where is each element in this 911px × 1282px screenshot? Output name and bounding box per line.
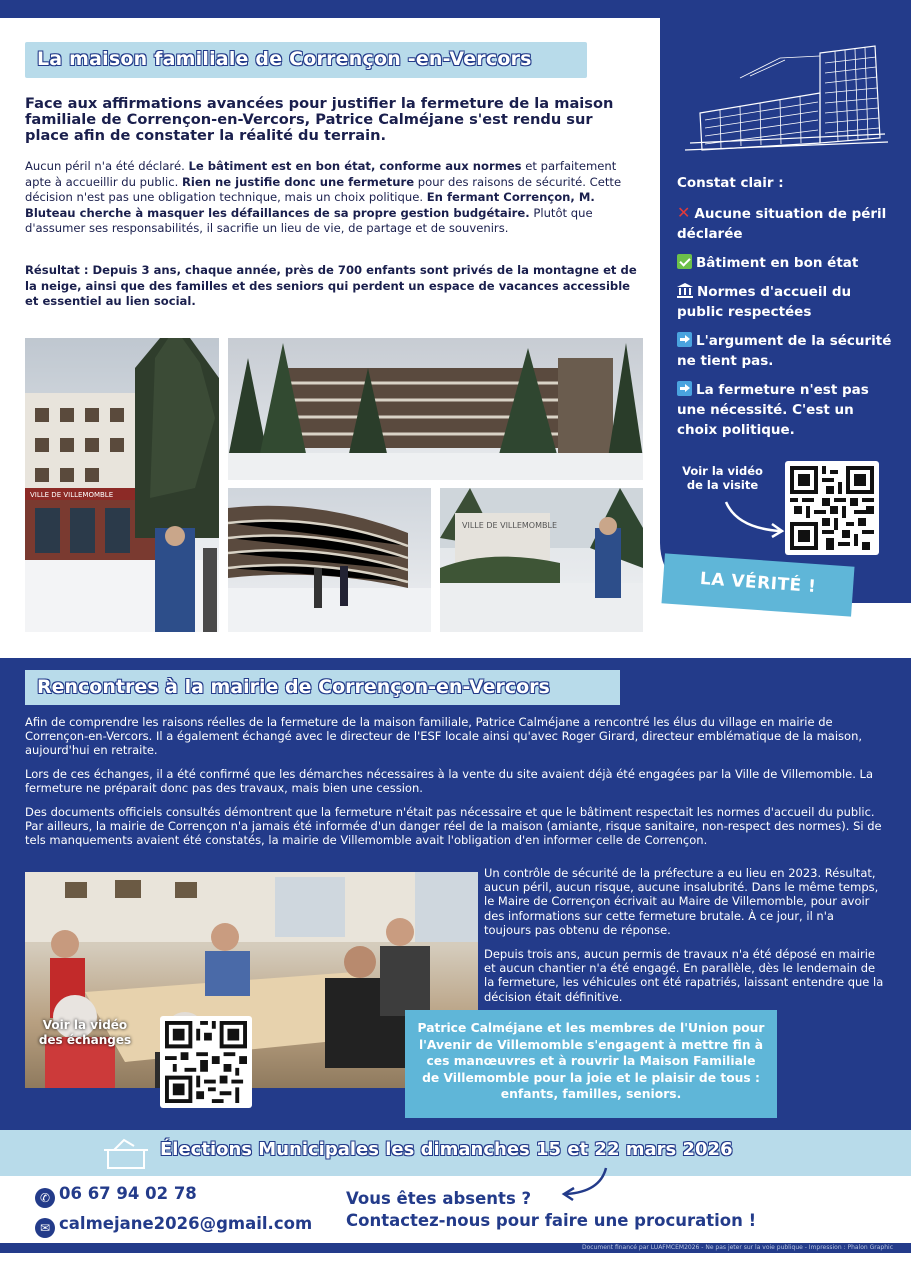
phone-icon: ✆ [35, 1188, 55, 1208]
constat-list [677, 203, 897, 449]
photo-welcome-sign [440, 488, 643, 632]
constat-item: La fermeture n'est pas une nécessité. C'est un choix politique. [677, 382, 869, 438]
section1-result: Résultat : Depuis 3 ans, chaque année, près de 700 enfants sont privés de la montagne et de la neige, ainsi que des familles et des seniors qui perdent un espace de vacances accessible et essentiel au lien social. [25, 263, 637, 308]
photo-building-entrance [25, 338, 219, 632]
constat-title: Constat clair : [677, 175, 784, 191]
visit-video-label: Voir la vidéo de la visite [682, 464, 763, 492]
email-contact[interactable]: ✉ calmejane2026@gmail.com [35, 1214, 312, 1238]
photo-building-facade [228, 338, 643, 480]
section2-paragraph: Afin de comprendre les raisons réelles de la fermeture de la maison familiale, Patrice Calméjane a rencontré les élus du village en mairie de Corrençon-en-Vercors. Il a également échangé avec le directeur de l'ESF locale ainsi qu'avec Roger Girard, directeur emblématique de la maison, aujourd'hui en retraite. [25, 715, 863, 758]
section1-lead: Face aux affirmations avancées pour justifier la fermeture de la maison familiale de Corrençon-en-Vercors, Patrice Calméjane s'est rendu sur place afin de constater la réalité du terrain. [25, 95, 614, 144]
constat-item: Bâtiment en bon état [677, 253, 897, 273]
visit-video-qr-code[interactable] [785, 461, 879, 555]
qr-code-icon [790, 466, 874, 550]
elections-banner [0, 1130, 911, 1176]
cross-icon: ✕ [677, 203, 691, 222]
elections-text: Élections Municipales les dimanches 15 et 22 mars 2026 [160, 1139, 733, 1160]
engagement-box: Patrice Calméjane et les membres de l'Union pour l'Avenir de Villemomble s'engagent à mettre fin à ces manœuvres et à rouvrir la Maison Familiale de Villemomble pour la joie et le plaisir de tous : enfants, familles, seniors. [405, 1010, 777, 1118]
photo-sign-text: VILLE DE VILLEMOMBLE [462, 521, 558, 530]
top-band [0, 0, 911, 18]
section2-paragraph: Lors de ces échanges, il a été confirmé que les démarches nécessaires à la vente du site avaient déjà été engagées par la Ville de Villemomble. La fermeture ne préparait donc pas des travaux, mais bien une cession. [25, 767, 873, 796]
mail-icon: ✉ [35, 1218, 55, 1238]
photo-sign-text: VILLE DE VILLEMOMBLE [30, 491, 114, 499]
arrow-right-icon [677, 332, 692, 347]
phone-contact[interactable]: ✆ 06 67 94 02 78 [35, 1184, 197, 1208]
qr-code-icon [165, 1021, 247, 1103]
curved-arrow-icon [722, 498, 788, 538]
constat-item: ✕ Aucune situation de péril déclarée [677, 203, 887, 242]
section2-right-paragraph: Un contrôle de sécurité de la préfecture a eu lieu en 2023. Résultat, aucun péril, aucun risque, aucune insalubrité. Dans le même temps, le Maire de Corrençon écrivait au Maire de Villemomble, pour avoir des informations sur cette fermeture brutale. À ce jour, il n'a toujours pas obtenu de réponse. [484, 866, 879, 937]
section1-title: La maison familiale de Corrençon -en-Vercors [25, 42, 587, 78]
section2-title: Rencontres à la mairie de Corrençon-en-Vercors [25, 670, 620, 705]
meeting-video-qr-code[interactable] [160, 1016, 252, 1108]
constat-item: L'argument de la sécurité ne tient pas. [677, 333, 892, 369]
building-illustration-icon [680, 38, 890, 153]
institution-icon [677, 283, 693, 298]
legal-footnote: Document financé par LUAFMCEM2026 - Ne pas jeter sur la voie publique - Impression : Phalon Graphic [581, 1244, 893, 1251]
section1-paragraph: Aucun péril n'a été déclaré. Le bâtiment est en bon état, conforme aux normes et parfaitement apte à accueillir du public. Rien ne justifie donc une fermeture pour des raisons de sécurité. Cette décision n'est pas une obligation technique, mais un choix politique. En fermant Corrençon, M. Bluteau cherche à masquer les défaillances de sa propre gestion budgétaire. Plutôt que d'assumer ses responsabilités, il sacrifie un lieu de vie, de partage et de souvenirs. [25, 159, 622, 235]
section2 [0, 658, 911, 1130]
photo-building-curve [228, 488, 431, 632]
constat-sidebar [660, 18, 911, 603]
meeting-video-label: Voir la vidéo des échanges [38, 1018, 132, 1047]
section2-paragraph: Des documents officiels consultés démontrent que la fermeture n'était pas nécessaire et que le bâtiment respectait les normes d'accueil du public. Par ailleurs, la mairie de Corrençon n'a jamais été informée d'un danger réel de la maison (amiante, risque sanitaire, non-respect des normes). Si de tels manquements avaient été constatés, la mairie de Villemomble avait l'obligation d'en informer celle de Corrençon. [25, 805, 882, 848]
check-icon [677, 254, 692, 269]
arrow-right-icon [677, 381, 692, 396]
procuration-callout [346, 1188, 756, 1232]
absent-line: Vous êtes absents ? [346, 1189, 532, 1208]
verite-banner: LA VÉRITÉ ! [661, 553, 854, 616]
constat-item: Normes d'accueil du public respectées [677, 284, 852, 320]
ballot-box-icon [100, 1136, 152, 1170]
section2-right-paragraph: Depuis trois ans, aucun permis de travaux n'a été déposé en mairie et aucun chantier n'a été engagé. En parallèle, dès le lendemain de la fermeture, les véhicules ont été rapatriés, laissant entendre que la décision était définitive. [484, 947, 884, 1004]
procuration-line: Contactez-nous pour faire une procuration ! [346, 1211, 757, 1230]
